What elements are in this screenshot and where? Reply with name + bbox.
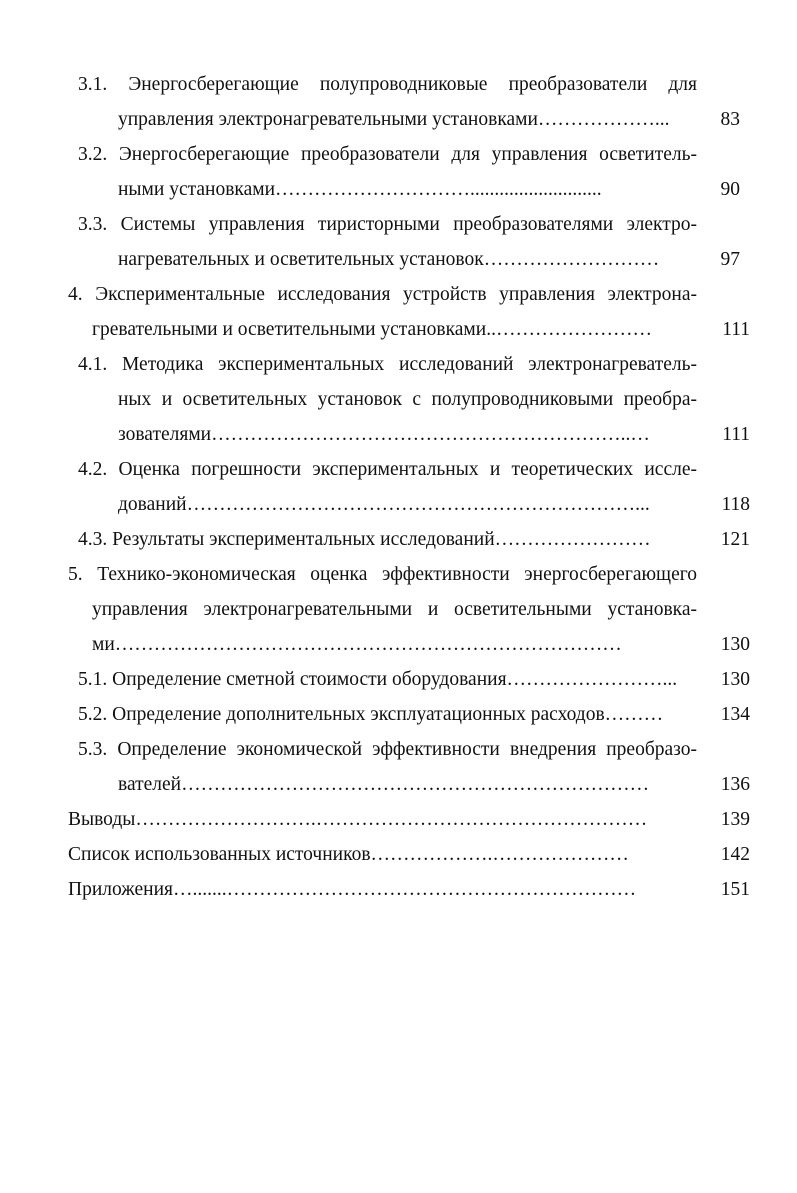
toc-entry-3-2-page: 90: [720, 179, 740, 200]
toc-entry-5-page: 130: [720, 634, 750, 655]
toc-entry-4-2-line-1: 4.2. Оценка погрешности экспериментальных и теоретических иссле-: [78, 459, 697, 480]
toc-entry-4-1-line-2: ных и осветительных установок с полупроводниковыми преобра-: [118, 389, 697, 410]
toc-entry-3-1-line-1: 3.1. Энергосберегающие полупроводниковые преобразователи для: [78, 74, 697, 95]
toc-entry-4-2-line-2: дований……………………………………………………………...: [118, 494, 650, 515]
toc-entry-4-page: 111: [722, 319, 750, 340]
toc-entry-3-2-line-2: ными установками…………………………...........................: [118, 179, 602, 200]
toc-entry-appendices-page: 151: [720, 879, 750, 900]
toc-entry-4-line-2: гревательными и осветительными установками..……………………: [92, 319, 652, 340]
toc-entry-4-3-page: 121: [720, 529, 750, 550]
toc-entry-5-2-line-1: 5.2. Определение дополнительных эксплуатационных расходов………: [78, 704, 664, 725]
toc-entry-3-1-line-2: управления электронагревательными установками………………...: [118, 109, 670, 130]
toc-entry-3-2-line-1: 3.2. Энергосберегающие преобразователи для управления осветитель-: [78, 144, 697, 165]
toc-entry-references: Список использованных источников……………….…………………: [68, 844, 629, 865]
toc-entry-5-3-line-2: вателей………………………………………………………………: [118, 774, 650, 795]
toc-entry-appendices: Приложения….......………………………………………………………: [68, 879, 637, 900]
toc-entry-3-3-line-1: 3.3. Системы управления тиристорными преобразователями электро-: [78, 214, 697, 235]
toc-entry-3-1-page: 83: [720, 109, 740, 130]
toc-entry-5-line-1: 5. Технико-экономическая оценка эффективности энергосберегающего: [68, 564, 697, 585]
toc-entry-5-1-page: 130: [720, 669, 750, 690]
toc-entry-5-line-2: управления электронагревательными и осветительными установка-: [92, 599, 697, 620]
toc-entry-3-3-page: 97: [720, 249, 740, 270]
toc-entry-5-3-line-1: 5.3. Определение экономической эффективности внедрения преобразо-: [78, 739, 697, 760]
toc-entry-conclusions-page: 139: [720, 809, 750, 830]
toc-entry-5-3-page: 136: [720, 774, 750, 795]
toc-entry-5-line-3: ми……………………………………………………………………: [92, 634, 622, 655]
toc-entry-5-2-page: 134: [720, 704, 750, 725]
toc-entry-4-1-line-1: 4.1. Методика экспериментальных исследований электронагреватель-: [78, 354, 697, 375]
toc-entry-4-1-page: 111: [722, 424, 750, 445]
toc-entry-references-page: 142: [720, 844, 750, 865]
toc-entry-4-3-line-1: 4.3. Результаты экспериментальных исследований……………………: [78, 529, 651, 550]
toc-entry-4-1-line-3: зователями………………………………………………………..…: [118, 424, 650, 445]
toc-entry-5-1-line-1: 5.1. Определение сметной стоимости оборудования……………………...: [78, 669, 678, 690]
toc-entry-4-line-1: 4. Экспериментальные исследования устройств управления электрона-: [68, 284, 697, 305]
toc-entry-3-3-line-2: нагревательных и осветительных установок………………………: [118, 249, 660, 270]
toc-entry-conclusions: Выводы……………………….……………………………………………: [68, 809, 648, 830]
toc-entry-4-2-page: 118: [721, 494, 750, 515]
